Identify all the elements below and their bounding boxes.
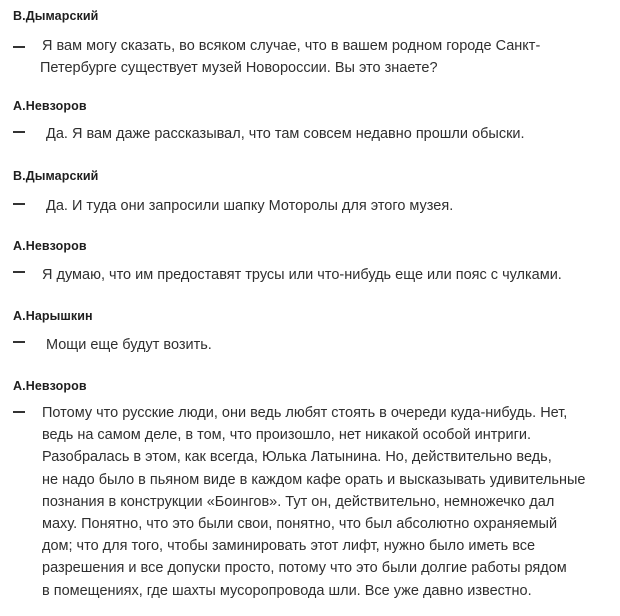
dash-marker <box>13 46 25 48</box>
speech-line: маху. Понятно, что это были свои, понятно, что был абсолютно охраняемый <box>42 516 558 533</box>
speech-line: ведь на самом деле, в том, что произошло, нет никакой особой интриги. <box>42 427 531 444</box>
speech-line: разрешения и все допуски просто, потому что это были долгие работы рядом <box>42 560 567 577</box>
speech-line: Да. Я вам даже рассказывал, что там совсем недавно прошли обыски. <box>46 126 525 142</box>
speaker-name: А.Невзоров <box>13 99 87 113</box>
speaker-name: А.Нарышкин <box>13 309 93 323</box>
dash-marker <box>13 203 25 205</box>
speech-line: Да. И туда они запросили шапку Моторолы для этого музея. <box>46 198 454 214</box>
speech-line: Петербурге существует музей Новороссии. Вы это знаете? <box>40 60 438 76</box>
speech-text <box>42 402 612 602</box>
dash-marker <box>13 131 25 133</box>
speech-text <box>42 334 612 356</box>
dash-marker <box>13 341 25 343</box>
speech-line: дом; что для того, чтобы заминировать этот лифт, нужно было иметь все <box>42 538 536 555</box>
speech-text <box>42 123 612 145</box>
speech-line: не надо было в пьяном виде в каждом кафе орать и высказывать удивительные <box>42 471 586 488</box>
speaker-name: В.Дымарский <box>13 9 99 23</box>
speech-line: Я вам могу сказать, во всяком случае, что в вашем родном городе Санкт- <box>42 38 541 54</box>
speaker-name: В.Дымарский <box>13 169 99 183</box>
speech-line: в помещениях, где шахты мусоропровода шли. Все уже давно известно. <box>42 582 532 599</box>
speech-line: познания в конструкции «Боингов». Тут он, действительно, немножечко дал <box>42 493 555 510</box>
speech-line: Мощи еще будут возить. <box>46 337 212 353</box>
speech-line: Я думаю, что им предоставят трусы или что-нибудь еще или пояс с чулками. <box>42 267 562 283</box>
speaker-name: А.Невзоров <box>13 239 87 253</box>
speech-line: Разобралась в этом, как всегда, Юлька Латынина. Но, действительно ведь, <box>42 449 552 466</box>
speech-text <box>42 264 612 286</box>
speech-text <box>42 195 612 217</box>
dash-marker <box>13 411 25 413</box>
speech-text <box>42 35 612 79</box>
dash-marker <box>13 271 25 273</box>
speaker-name: А.Невзоров <box>13 379 87 393</box>
speech-line: Потому что русские люди, они ведь любят стоять в очереди куда-нибудь. Нет, <box>42 405 568 421</box>
